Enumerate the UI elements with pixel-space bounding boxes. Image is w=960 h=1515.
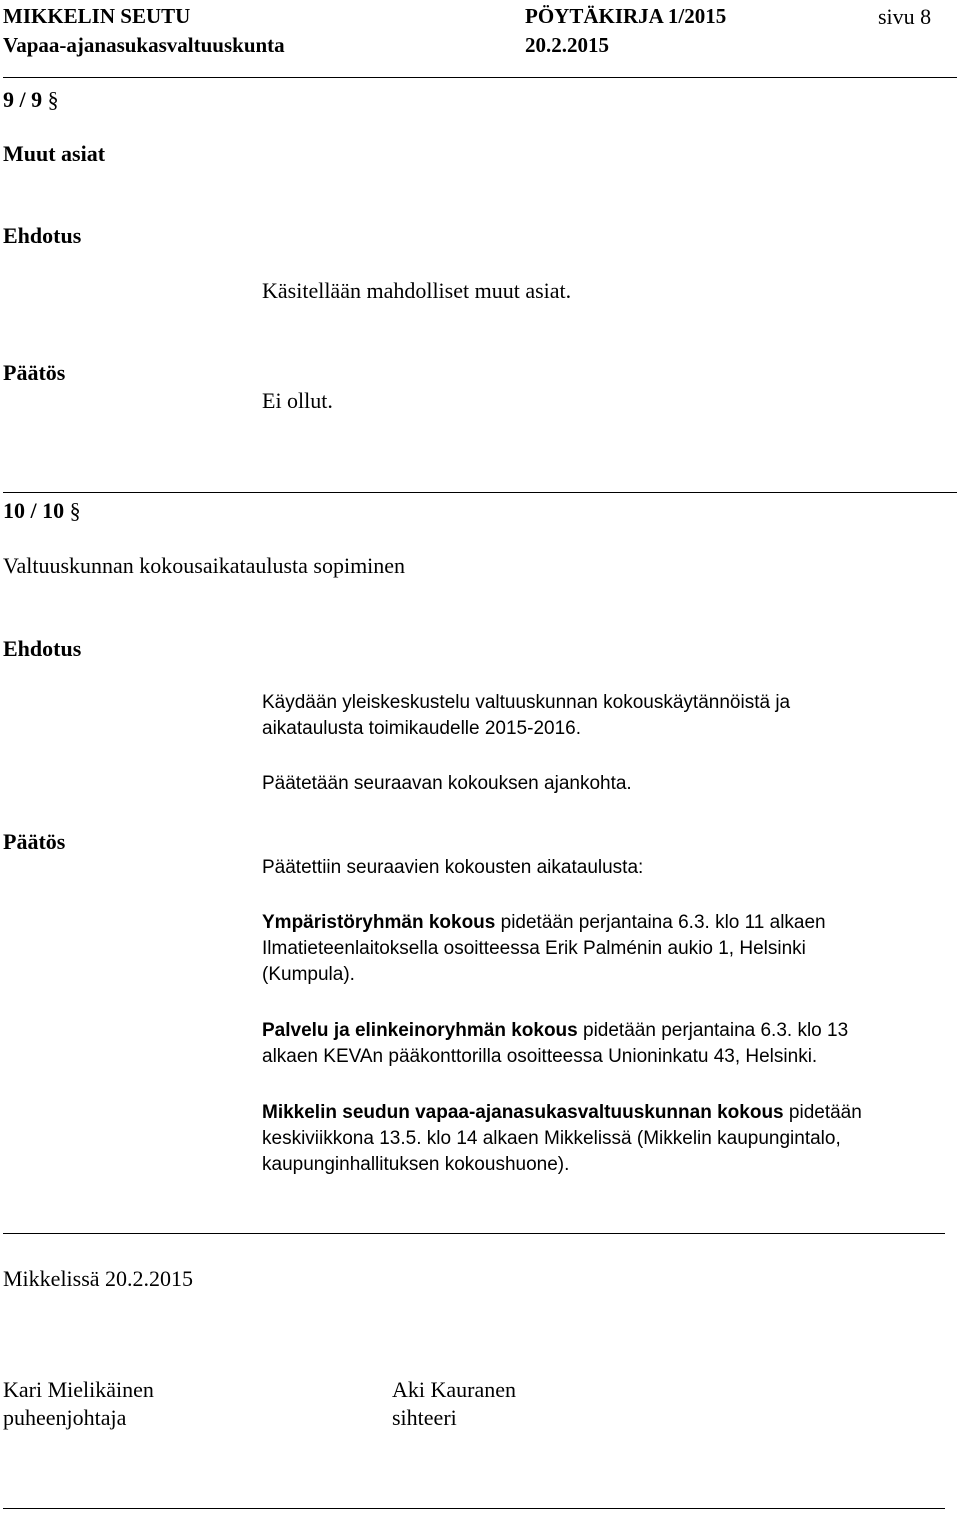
section-separator (3, 492, 957, 493)
section-9-number: 9 / 9 § (3, 87, 59, 112)
place-and-date: Mikkelissä 20.2.2015 (3, 1266, 194, 1291)
meeting-valtuuskunta-line-2: keskiviikkona 13.5. klo 14 alkaen Mikkelissä (Mikkelin kaupungintalo, (262, 1128, 841, 1149)
org-name: MIKKELIN SEUTU (3, 4, 191, 28)
page-number: sivu 8 (878, 4, 932, 29)
meeting-valtuuskunta-name: Mikkelin seudun vapaa-ajanasukasvaltuuskunnan kokous (262, 1102, 784, 1123)
section-10-title: Valtuuskunnan kokousaikataulusta sopiminen (3, 553, 406, 578)
signer-1-name: Kari Mielikäinen (3, 1377, 154, 1402)
meeting-ymparisto-line-1: Ympäristöryhmän kokous pidetään perjantaina 6.3. klo 11 alkaen (262, 912, 826, 933)
section-10-proposal-text-2: Päätetään seuraavan kokouksen ajankohta. (262, 773, 632, 794)
meeting-palvelu-line-2: alkaen KEVAn pääkonttorilla osoitteessa Unioninkatu 43, Helsinki. (262, 1046, 818, 1067)
header-rule (3, 77, 957, 78)
section-9-decision-text: Ei ollut. (262, 388, 333, 413)
protocol-number: PÖYTÄKIRJA 1/2015 (525, 4, 727, 28)
section-10-proposal-line-1: Käydään yleiskeskustelu valtuuskunnan kokouskäytännöistä ja (262, 692, 791, 713)
meeting-ymparisto-line-2: Ilmatieteenlaitoksella osoitteessa Erik Palménin aukio 1, Helsinki (262, 938, 806, 959)
meeting-palvelu-name: Palvelu ja elinkeinoryhmän kokous (262, 1020, 578, 1041)
signer-1-role: puheenjohtaja (3, 1405, 127, 1430)
section-10-proposal-line-2: aikataulusta toimikaudelle 2015-2016. (262, 718, 581, 739)
meeting-ymparisto-line-3: (Kumpula). (262, 964, 355, 985)
section-10-decision-intro: Päätettiin seuraavien kokousten aikataulusta: (262, 857, 644, 878)
section-10-proposal-label: Ehdotus (3, 636, 82, 661)
section-9-proposal-text: Käsitellään mahdolliset muut asiat. (262, 278, 572, 303)
closing-rule (3, 1233, 945, 1234)
paragraph-mark-icon: § (69, 498, 81, 523)
signer-2-name: Aki Kauranen (392, 1377, 517, 1402)
meeting-valtuuskunta-line-3: kaupunginhallituksen kokoushuone). (262, 1154, 570, 1175)
section-10-number: 10 / 10 § (3, 498, 81, 523)
signer-2-role: sihteeri (392, 1405, 457, 1430)
section-10-decision-label: Päätös (3, 829, 66, 854)
meeting-palvelu-line-1: Palvelu ja elinkeinoryhmän kokous pidetään perjantaina 6.3. klo 13 (262, 1020, 849, 1041)
footer-rule (3, 1508, 945, 1509)
meeting-ymparisto-name: Ympäristöryhmän kokous (262, 912, 496, 933)
section-9-decision-label: Päätös (3, 360, 66, 385)
section-9-title: Muut asiat (3, 141, 106, 166)
section-9-proposal-label: Ehdotus (3, 223, 82, 248)
paragraph-mark-icon: § (47, 87, 59, 112)
meeting-date: 20.2.2015 (525, 33, 609, 57)
meeting-valtuuskunta-line-1: Mikkelin seudun vapaa-ajanasukasvaltuuskunnan kokous pidetään (262, 1102, 862, 1123)
body-name: Vapaa-ajanasukasvaltuuskunta (3, 33, 285, 57)
